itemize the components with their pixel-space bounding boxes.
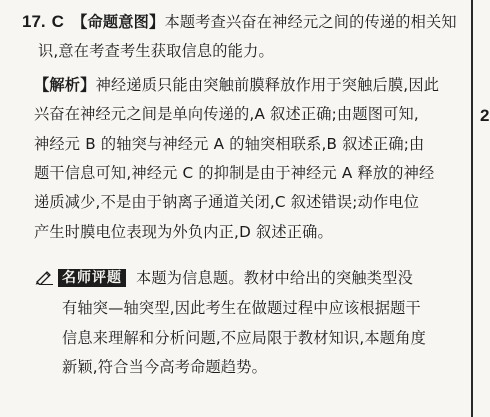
commentary-line3: 信息来理解和分析问题,不应局限于教材知识,本题角度 <box>62 329 426 347</box>
analysis-line1 <box>34 74 439 96</box>
question-header <box>22 11 457 33</box>
pen-icon <box>34 269 54 285</box>
intent-text-line1: 本题考查兴奋在神经元之间的传递的相关知 <box>164 13 457 31</box>
intent-tag: 【命题意图】 <box>72 13 165 31</box>
intent-text-line2: 识,意在考查考生获取信息的能力。 <box>38 42 274 60</box>
commentary-text-line1: 本题为信息题。教材中给出的突触类型没 <box>136 269 413 287</box>
analysis-line4: 题干信息可知,神经元 C 的抑制是由于神经元 A 释放的神经 <box>34 164 435 182</box>
teacher-comment-badge: 名师评题 <box>58 269 126 287</box>
analysis-line6: 产生时膜电位表现为外负内正,D 叙述正确。 <box>34 223 333 241</box>
column-divider <box>471 0 473 417</box>
commentary-line2: 有轴突—轴突型,因此考生在做题过程中应该根据题干 <box>62 299 421 317</box>
question-number: 17. <box>22 12 46 31</box>
commentary-line1 <box>34 267 413 289</box>
analysis-line5: 递质减少,不是由于钠离子通道关闭,C 叙述错误;动作电位 <box>34 193 420 211</box>
analysis-line3: 神经元 B 的轴突与神经元 A 的轴突相联系,B 叙述正确;由 <box>34 135 425 153</box>
answer-letter: C <box>51 12 65 31</box>
analysis-line2: 兴奋在神经元之间是单向传递的,A 叙述正确;由题图可知, <box>34 105 419 123</box>
analysis-tag: 【解析】 <box>34 76 96 94</box>
analysis-text-line1: 神经递质只能由突触前膜释放作用于突触后膜,因此 <box>95 76 440 94</box>
next-column-fragment: 2 <box>480 106 490 125</box>
commentary-line4: 新颖,符合当今高考命题趋势。 <box>62 358 268 376</box>
